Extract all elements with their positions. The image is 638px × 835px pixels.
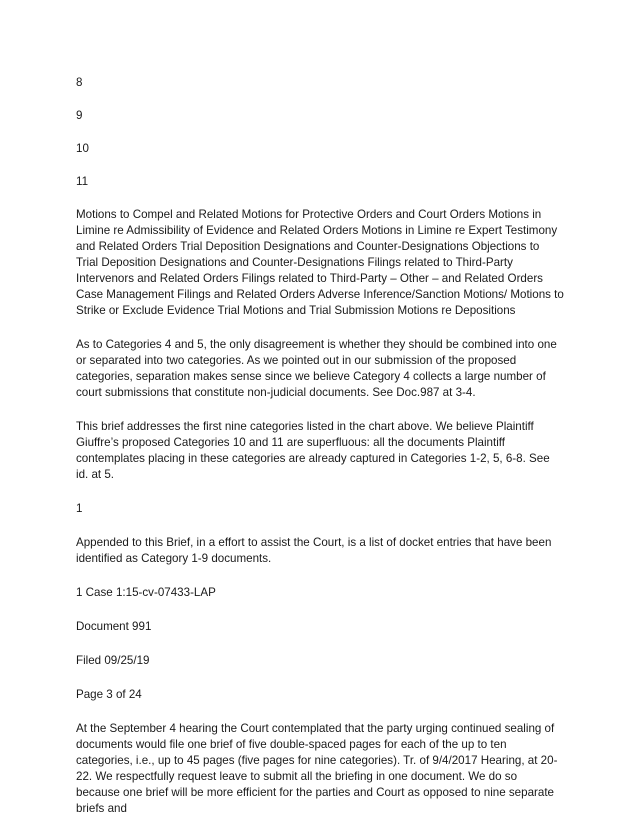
category-list-paragraph: Motions to Compel and Related Motions for Protective Orders and Court Orders Motions in Limine re Admissibility of Evidence and Related Orders Motions in Limine re Expert Testimony and Related Orders Trial Deposition Designations and Counter-Designations Objections to Trial Deposition Designations and Counter-Designations Filings related to Third-Party Intervenors and Related Orders Filings related to Third-Party – Other – and Related Orders Case Management Filings and Related Orders Adverse Inference/Sanction Motions/ Motions to Strike or Exclude Evidence Trial Motions and Trial Submission Motions re Depositions — [76, 208, 564, 317]
appended-list-paragraph: Appended to this Brief, in a effort to assist the Court, is a list of docket entries that have been identified as Category 1-9 documents. — [76, 536, 552, 565]
page-number-line: Page 3 of 24 — [76, 688, 142, 701]
footnote-marker: 1 — [76, 502, 83, 515]
first-nine-categories-paragraph: This brief addresses the first nine categories listed in the chart above. We believe Plaintiff Giuffre’s proposed Categories 10 and 11 are superfluous: all the documents Plaintiff contemplates placing in these categories are already captured in Categories 1-2, 5, 6-8. See id. at 5. — [76, 420, 550, 481]
document-body — [76, 75, 564, 835]
category-number-10: 10 — [76, 142, 89, 155]
document-number-line: Document 991 — [76, 620, 152, 633]
hearing-paragraph: At the September 4 hearing the Court contemplated that the party urging continued sealing of documents would file one brief of five double-spaced pages for each of the up to ten categories, i.e., up to 45 pages (five pages for nine categories). Tr. of 9/4/2017 Hearing, at 20-22. We respectfully request leave to submit all the briefing in one document. We do so because one brief will be more efficient for the parties and Court as opposed to nine separate briefs and — [76, 722, 558, 815]
filed-date-line: Filed 09/25/19 — [76, 654, 150, 667]
category-number-8: 8 — [76, 76, 83, 89]
case-number-line: 1 Case 1:15-cv-07433-LAP — [76, 586, 216, 599]
category-number-11: 11 — [76, 175, 89, 188]
category-number-9: 9 — [76, 109, 83, 122]
categories-4-5-paragraph: As to Categories 4 and 5, the only disagreement is whether they should be combined into one or separated into two categories. As we pointed out in our submission of the proposed categories, separation makes sense since we believe Category 4 collects a large number of court submissions that constitute non-judicial documents. See Doc.987 at 3-4. — [76, 338, 557, 399]
